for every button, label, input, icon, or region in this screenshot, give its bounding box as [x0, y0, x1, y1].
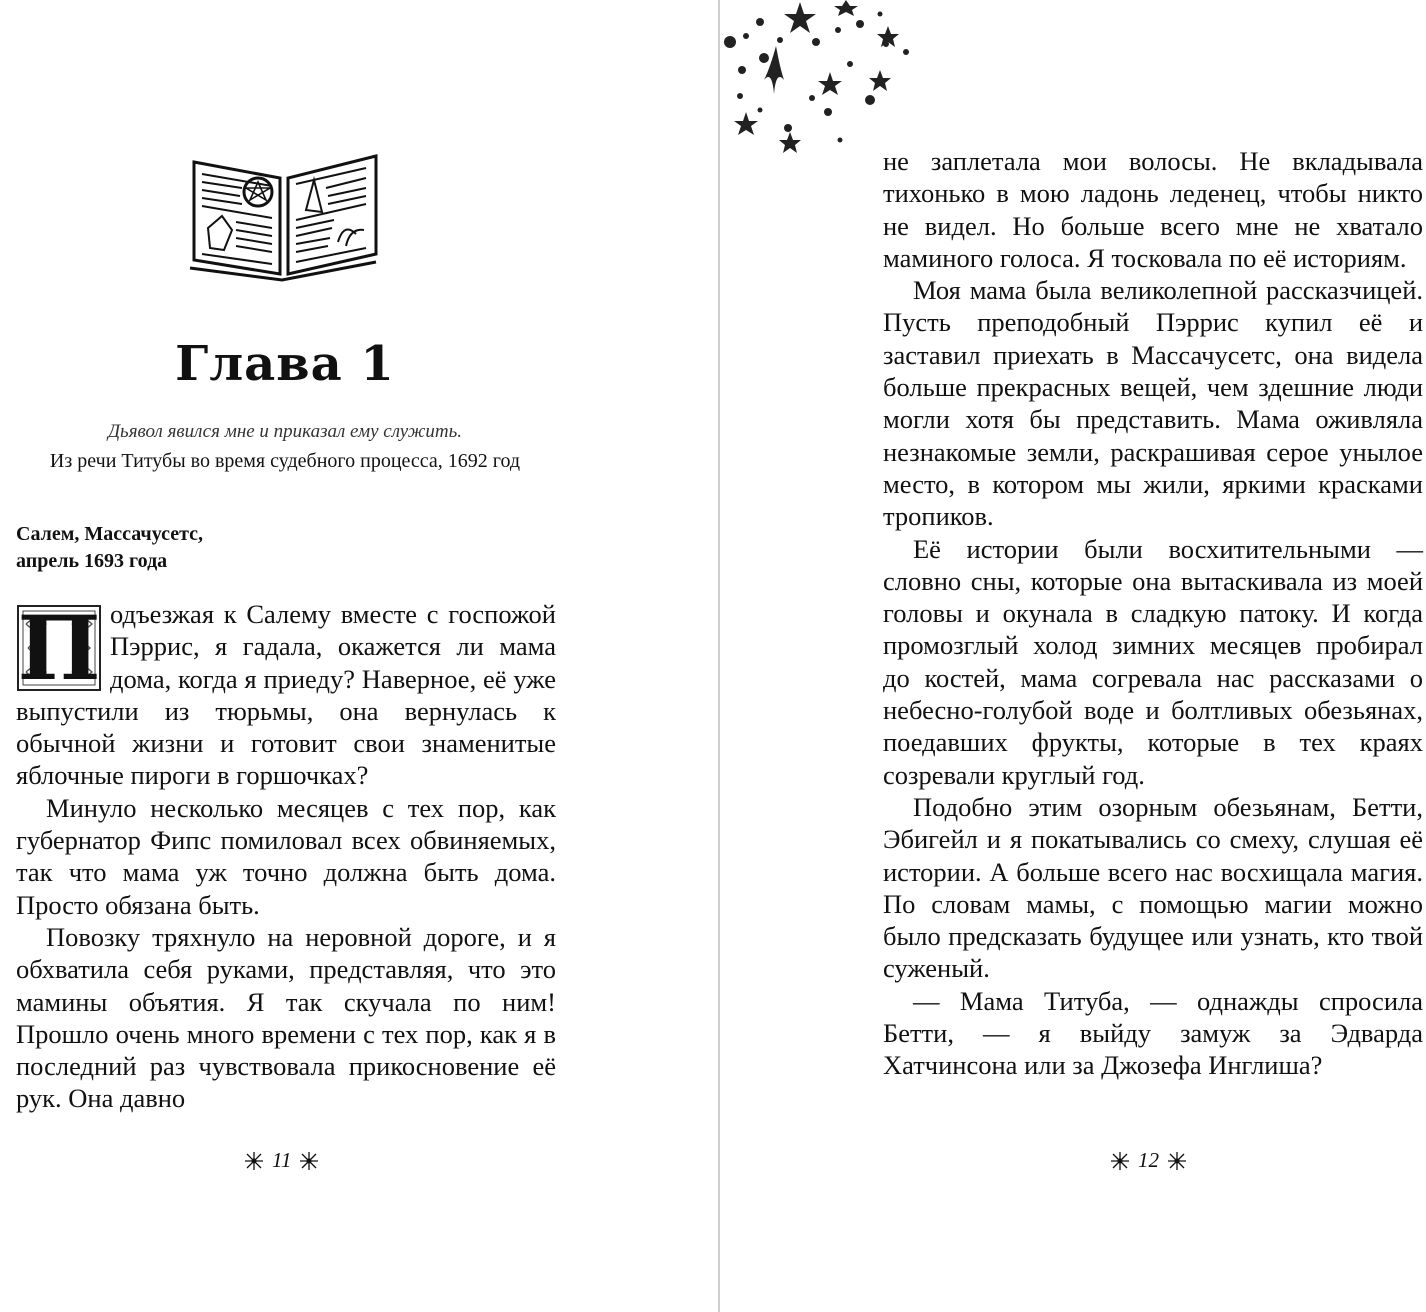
place-date — [16, 521, 203, 575]
paragraph: Подобно этим озорным обезьянам, Бетти, Эбигейл и я покатывались со смеху, слушая её истории. А больше всего нас восхищала магия. По словам мамы, с помощью магии можно было предсказать будущее или узнать, кто твой суженый. — [883, 791, 1423, 984]
paragraph: Её истории были восхитительными — словно сны, которые она вытаскивала из моей головы и окунала в сладкую патоку. И когда промозглый холод зимних месяцев пробирал до костей, мама согревала нас рассказами о небесно-голубой воде и болтливых обезьянах, поедавших фрукты, которые в тех краях созревали круглый год. — [883, 533, 1423, 790]
page-number — [1110, 1148, 1187, 1173]
right-body-text — [883, 145, 1423, 1082]
star-ornament-icon — [1167, 1151, 1187, 1171]
right-page — [720, 0, 1426, 1312]
paragraph-text: одъезжая к Салему вместе с госпожой Пэррис, я гадала, окажется ли мама дома, когда я приеду? Наверное, её уже выпустили из тюрьмы, она вернулась к обычной жизни и готовит свои знаменитые яблочные пироги в горшочках? — [16, 599, 556, 791]
page-number-value: 11 — [272, 1148, 292, 1172]
page-number — [244, 1148, 319, 1173]
star-ornament-icon — [299, 1151, 319, 1171]
epigraph-source: Из речи Титубы во время судебного процесса, 1692 год — [49, 450, 521, 472]
dropcap — [16, 596, 102, 700]
dropcap-letter: П — [17, 596, 101, 700]
place-line: Салем, Массачусетс, — [16, 523, 204, 545]
paragraph — [16, 598, 556, 792]
paragraph: Минуло несколько месяцев с тех пор, как губернатор Фипс помиловал всех обвиняемых, так что мама уж точно должна быть дома. Просто обязана быть. — [16, 792, 556, 920]
scattered-stars-icon — [720, 0, 920, 160]
paragraph: не заплетала мои волосы. Не вкладывала тихонько в мою ладонь леденец, чтобы никто не видел. Но больше всего мне не хватало маминого голоса. Я тосковала по её историям. — [883, 146, 1423, 273]
open-spellbook-icon — [188, 150, 382, 282]
date-line: апрель 1693 года — [16, 550, 168, 572]
star-ornament-icon — [1110, 1151, 1130, 1171]
star-ornament-icon — [244, 1151, 264, 1171]
paragraph: — Мама Титуба, — однажды спросила Бетти, — я выйду замуж за Эдварда Хатчинсона или за Джозефа Инглиша? — [883, 985, 1423, 1081]
left-body-text — [16, 598, 556, 1115]
chapter-title: Глава 1 — [175, 336, 395, 392]
paragraph: Повозку тряхнуло на неровной дороге, и я обхватила себя руками, представляя, что это мамины объятия. Я так скучала по ним! Прошло очень много времени с тех пор, как я в последний раз чувствовала прикосновение её рук. Она давно — [16, 921, 556, 1114]
epigraph: Дьявол явился мне и приказал ему служить. — [107, 421, 463, 442]
page-number-value: 12 — [1138, 1148, 1159, 1172]
paragraph: Моя мама была великолепной рассказчицей. Пусть преподобный Пэррис купил её и заставил приехать в Массачусетс, она видела больше прекрасных вещей, чем здешние люди могли хотя бы представить. Мама оживляла незнакомые земли, раскрашивая серое унылое место, в котором мы жили, яркими красками тропиков. — [883, 275, 1423, 532]
